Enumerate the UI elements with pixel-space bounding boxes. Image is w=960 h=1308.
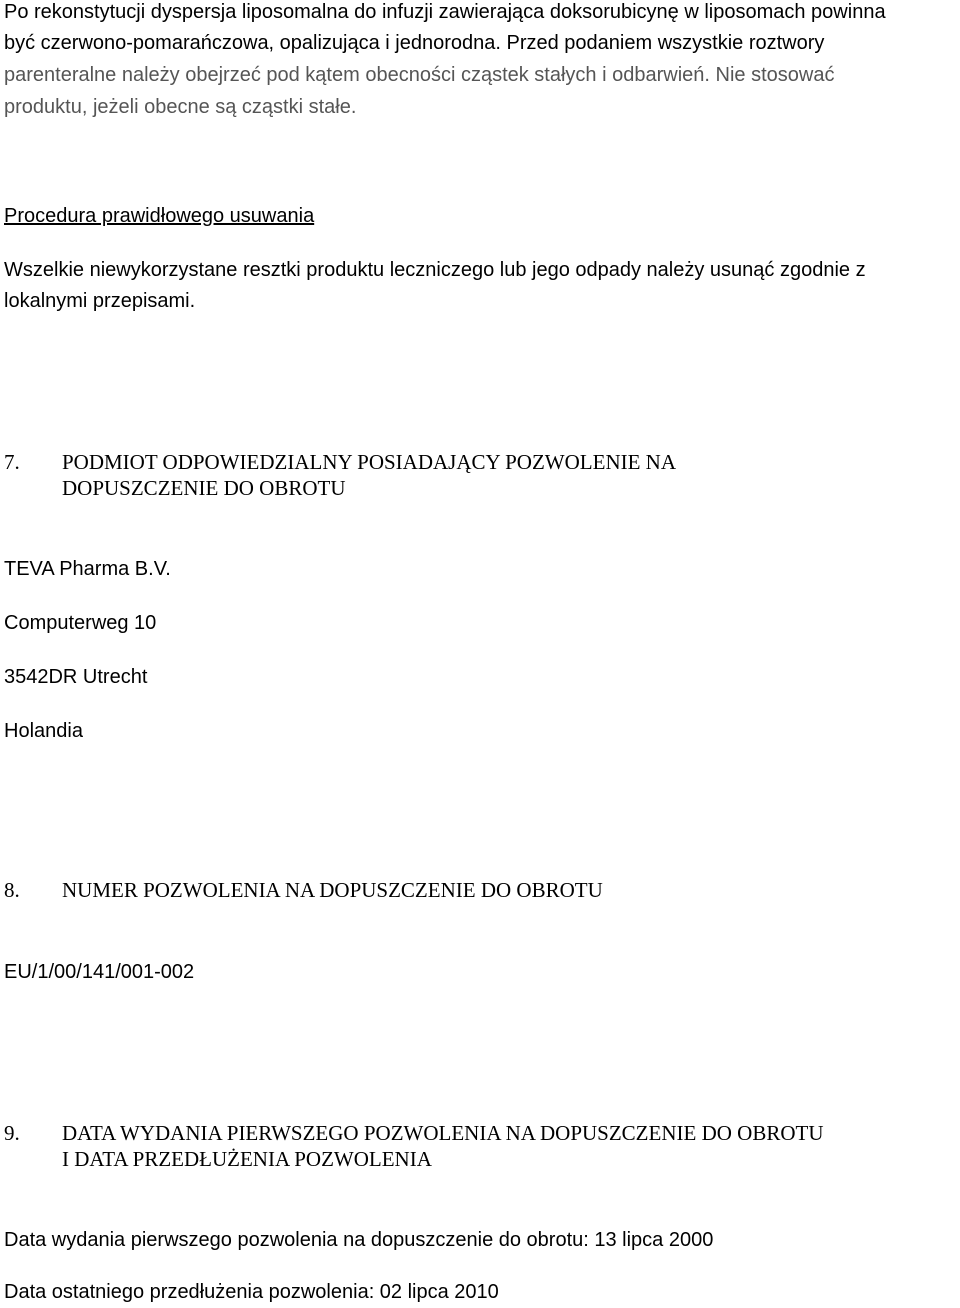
holder-street: Computerweg 10: [4, 612, 157, 634]
intro-line-3b: Nie stosować: [715, 64, 835, 86]
holder-country: Holandia: [4, 720, 83, 742]
section-8-title: NUMER POZWOLENIA NA DOPUSZCZENIE DO OBROTU: [62, 878, 603, 902]
intro-line-2: być czerwono-pomarańczowa, opalizująca i jednorodna. Przed podaniem wszystkie roztwory: [4, 32, 825, 54]
section-9-number: 9.: [4, 1121, 20, 1145]
disposal-title: Procedura prawidłowego usuwania: [4, 205, 315, 227]
first-authorisation-date: Data wydania pierwszego pozwolenia na dopuszczenie do obrotu: 13 lipca 2000: [4, 1229, 714, 1251]
section-8-heading: [4, 877, 603, 903]
disposal-line-1: Wszelkie niewykorzystane resztki produktu leczniczego lub jego odpady należy usunąć zgodnie z: [4, 259, 866, 281]
holder-city: 3542DR Utrecht: [4, 666, 148, 688]
section-9-title-line-2: I DATA PRZEDŁUŻENIA POZWOLENIA: [62, 1147, 432, 1171]
intro-line-4: produktu, jeżeli obecne są cząstki stałe.: [4, 96, 357, 118]
intro-line-1: Po rekonstytucji dyspersja liposomalna do infuzji zawierająca doksorubicynę w liposomach powinna: [4, 1, 886, 23]
authorisation-number: EU/1/00/141/001-002: [4, 961, 195, 983]
section-7-title-line-2: DOPUSZCZENIE DO OBROTU: [62, 476, 346, 500]
intro-line-3a: parenteralne należy obejrzeć pod kątem obecności cząstek stałych i odbarwień.: [4, 64, 710, 86]
section-7-title-line-1: PODMIOT ODPOWIEDZIALNY POSIADAJĄCY POZWOLENIE NA: [62, 450, 677, 474]
section-8-number: 8.: [4, 878, 20, 902]
section-9-title-line-1: DATA WYDANIA PIERWSZEGO POZWOLENIA NA DOPUSZCZENIE DO OBROTU: [62, 1121, 824, 1145]
renewal-date: Data ostatniego przedłużenia pozwolenia: 02 lipca 2010: [4, 1281, 499, 1303]
section-7-number: 7.: [4, 450, 20, 474]
holder-company: TEVA Pharma B.V.: [4, 558, 171, 580]
section-9-heading: [4, 1120, 824, 1172]
section-7-heading: [4, 449, 676, 501]
intro-line-3: [4, 63, 834, 87]
disposal-line-2: lokalnymi przepisami.: [4, 290, 196, 312]
